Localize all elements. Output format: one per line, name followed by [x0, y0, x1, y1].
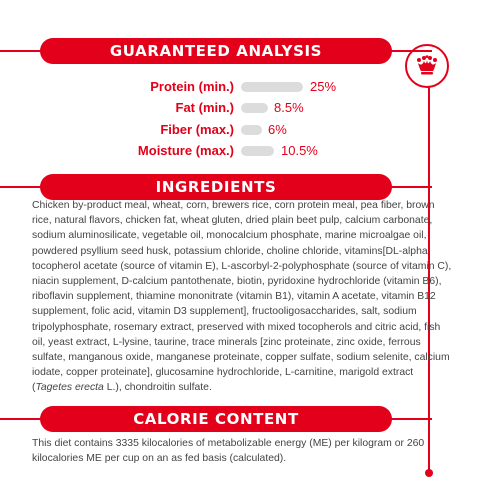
calorie-text: This diet contains 3335 kilocalories of metabolizable energy (ME) per kilogram or 260 kilocalories ME per cup on an as fed basis (calculated). — [32, 438, 425, 465]
decorative-line-dot — [425, 469, 433, 477]
ingredients-heading: INGREDIENTS — [40, 174, 392, 200]
ingredients-text — [32, 198, 452, 396]
analysis-row-fiber — [0, 120, 480, 140]
analysis-row-fat — [0, 98, 480, 118]
ingredients-text-main: Chicken by-product meal, wheat, corn, brewers rice, corn protein meal, pea fiber, brown rice, natural flavors, chicken fat, wheat gluten, dried plain beet pulp, calcium carbonate, sodium aluminosilicate, vegetable oil, monocalcium phosphate, marine microalgae oil, powdered psyllium seed husk, potassium chloride, choline chloride, vitamins[DL-alpha tocopherol acetate (source of vitamin E), L-ascorbyl-2-polyphosphate (source of vitamin C), niacin supplement, D-calcium pantothenate, biotin, pyridoxine hydrochloride (vitamin B6), riboflavin supplement, thiamine mononitrate (vitamin B1), vitamin A acetate, vitamin B12 supplement, folic acid, vitamin D3 supplement], fructooligosaccharides, salt, sodium tripolyphosphate, rosemary extract, preserved with mixed tocopherols and citric acid, fish oil, yeast extract, L-lysine, taurine, trace minerals [zinc proteinate, zinc oxide, ferrous sulfate, manganous oxide, manganese proteinate, copper sulfate, sodium selenite, calcium iodate, copper proteinate], glucosamine hydrochloride, L-carnitine, marigold extract ( — [32, 200, 452, 394]
analysis-bar — [241, 82, 303, 92]
analysis-value: 10.5% — [281, 143, 318, 158]
analysis-bar — [241, 103, 268, 113]
analysis-label: Protein (min.) — [150, 79, 234, 94]
ingredients-text-end: L.), chondroitin sulfate. — [103, 382, 212, 394]
analysis-bar — [241, 146, 274, 156]
analysis-value: 8.5% — [274, 100, 304, 115]
analysis-label: Fat (min.) — [175, 100, 234, 115]
ingredients-text-italic: Tagetes erecta — [35, 382, 104, 394]
analysis-label: Moisture (max.) — [137, 143, 234, 158]
analysis-row-moisture — [0, 141, 480, 161]
analysis-row-protein — [0, 77, 480, 97]
analysis-bar — [241, 125, 262, 135]
guaranteed-analysis-heading: GUARANTEED ANALYSIS — [40, 38, 392, 64]
analysis-label: Fiber (max.) — [160, 122, 234, 137]
analysis-value: 6% — [268, 122, 287, 137]
analysis-value: 25% — [310, 79, 337, 94]
crown-icon — [415, 55, 439, 77]
calorie-content-heading: CALORIE CONTENT — [40, 406, 392, 432]
